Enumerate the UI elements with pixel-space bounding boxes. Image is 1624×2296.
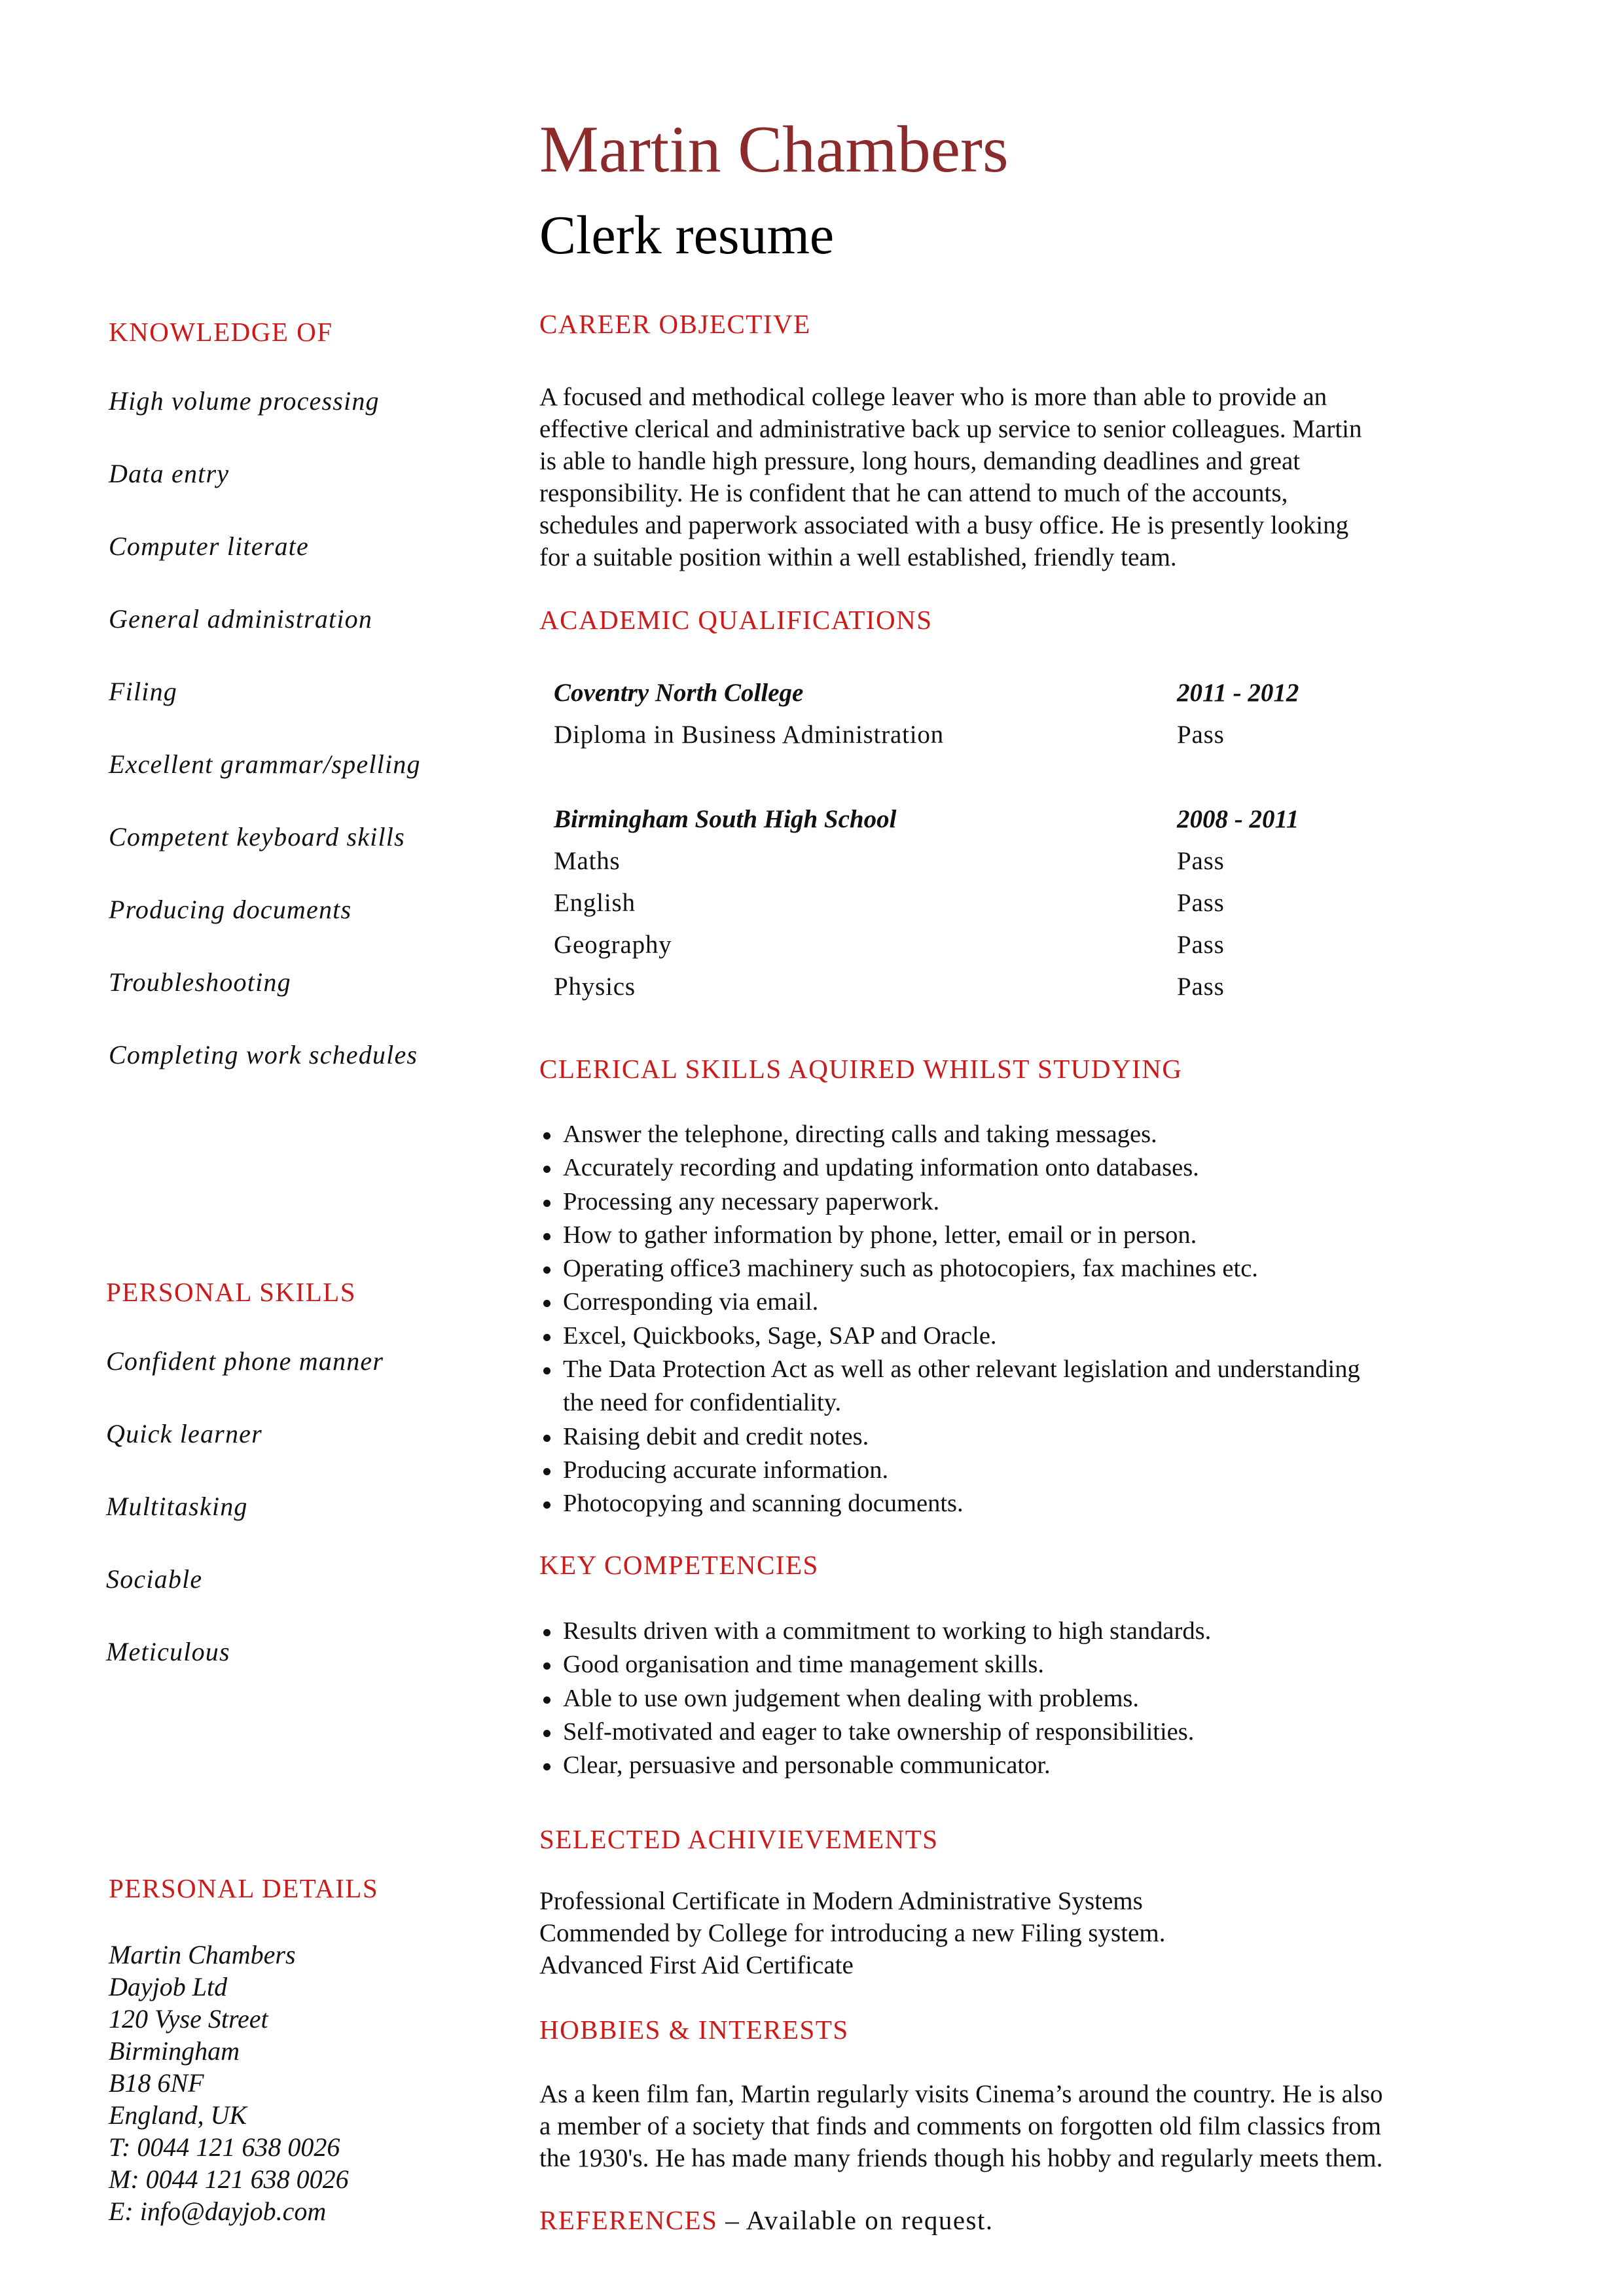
achievements-list bbox=[539, 1885, 1165, 1981]
qualification-result: Pass bbox=[1177, 847, 1225, 875]
school-years: 2008 - 2011 bbox=[1177, 805, 1299, 833]
personal-skill-item: Meticulous bbox=[106, 1637, 230, 1666]
list-item: Able to use own judgement when dealing with problems. bbox=[539, 1682, 1211, 1715]
achievement-item: Professional Certificate in Modern Administrative Systems bbox=[539, 1887, 1143, 1915]
references-text: – Available on request. bbox=[717, 2205, 994, 2235]
list-item-continuation: the need for confidentiality. bbox=[563, 1389, 842, 1417]
career-objective-line: schedules and paperwork associated with a busy office. He is presently looking bbox=[539, 511, 1349, 539]
qualification-subject: Physics bbox=[554, 973, 636, 1001]
knowledge-item: Computer literate bbox=[109, 531, 309, 561]
academic-heading: ACADEMIC QUALIFICATIONS bbox=[539, 605, 933, 635]
career-objective-line: for a suitable position within a well established, friendly team. bbox=[539, 543, 1177, 571]
list-item: Processing any necessary paperwork. bbox=[539, 1185, 1360, 1219]
list-item: Operating office3 machinery such as photocopiers, fax machines etc. bbox=[539, 1252, 1360, 1285]
list-item: Photocopying and scanning documents. bbox=[539, 1487, 1360, 1520]
hobbies-heading: HOBBIES & INTERESTS bbox=[539, 2015, 849, 2045]
knowledge-item: General administration bbox=[109, 604, 373, 634]
knowledge-item: Producing documents bbox=[109, 895, 352, 924]
knowledge-item: Troubleshooting bbox=[109, 967, 291, 997]
list-item: Raising debit and credit notes. bbox=[539, 1420, 1360, 1454]
references-heading: REFERENCES bbox=[539, 2205, 718, 2235]
knowledge-item: High volume processing bbox=[109, 386, 380, 416]
school-years: 2011 - 2012 bbox=[1177, 679, 1299, 707]
achievements-heading: SELECTED ACHIVIEVEMENTS bbox=[539, 1824, 939, 1854]
qualification-result: Pass bbox=[1177, 889, 1225, 917]
knowledge-item: Completing work schedules bbox=[109, 1040, 418, 1069]
career-objective-line: responsibility. He is confident that he can attend to much of the accounts, bbox=[539, 479, 1288, 507]
list-item: Producing accurate information. bbox=[539, 1454, 1360, 1487]
resume-name: Martin Chambers bbox=[539, 113, 1009, 187]
list-item: Results driven with a commitment to working to high standards. bbox=[539, 1615, 1211, 1648]
contact-email: E: info@dayjob.com bbox=[109, 2197, 327, 2226]
school-name: Birmingham South High School bbox=[554, 805, 897, 833]
knowledge-item: Data entry bbox=[109, 459, 230, 488]
list-item: The Data Protection Act as well as other relevant legislation and understanding bbox=[539, 1353, 1360, 1386]
list-item: Excel, Quickbooks, Sage, SAP and Oracle. bbox=[539, 1319, 1360, 1353]
references-line bbox=[539, 2207, 994, 2234]
list-item: Answer the telephone, directing calls and taking messages. bbox=[539, 1118, 1360, 1151]
personal-skills-heading: PERSONAL SKILLS bbox=[106, 1277, 357, 1307]
qualification-subject: Maths bbox=[554, 847, 621, 875]
hobbies-line: As a keen film fan, Martin regularly visits Cinema’s around the country. He is also bbox=[539, 2080, 1383, 2108]
contact-postcode: B18 6NF bbox=[109, 2068, 204, 2098]
qualification-result: Pass bbox=[1177, 721, 1225, 749]
resume-subtitle: Clerk resume bbox=[539, 205, 835, 266]
contact-mobile: M: 0044 121 638 0026 bbox=[109, 2164, 349, 2194]
personal-details-block bbox=[109, 1939, 349, 2227]
knowledge-item: Competent keyboard skills bbox=[109, 822, 405, 852]
personal-skill-item: Quick learner bbox=[106, 1419, 262, 1448]
knowledge-item: Excellent grammar/spelling bbox=[109, 749, 421, 779]
list-item: Clear, persuasive and personable communicator. bbox=[539, 1749, 1211, 1782]
key-competencies-heading: KEY COMPETENCIES bbox=[539, 1550, 819, 1580]
list-item: How to gather information by phone, letter, email or in person. bbox=[539, 1219, 1360, 1252]
contact-country: England, UK bbox=[109, 2100, 247, 2130]
career-objective-line: is able to handle high pressure, long hours, demanding deadlines and great bbox=[539, 447, 1301, 475]
contact-telephone: T: 0044 121 638 0026 bbox=[109, 2132, 340, 2162]
achievement-item: Commended by College for introducing a new Filing system. bbox=[539, 1919, 1166, 1947]
career-objective-text bbox=[539, 381, 1362, 573]
qualification-subject: English bbox=[554, 889, 636, 917]
hobbies-line: the 1930's. He has made many friends though his hobby and regularly meets them. bbox=[539, 2144, 1383, 2172]
list-item: Accurately recording and updating information onto databases. bbox=[539, 1151, 1360, 1185]
key-competencies-list bbox=[539, 1615, 1211, 1782]
clerical-skills-list bbox=[539, 1118, 1360, 1521]
personal-skill-item: Multitasking bbox=[106, 1492, 248, 1521]
school-name: Coventry North College bbox=[554, 679, 804, 707]
personal-skill-item: Sociable bbox=[106, 1564, 203, 1594]
personal-skill-item: Confident phone manner bbox=[106, 1346, 384, 1376]
qualification-subject: Diploma in Business Administration bbox=[554, 721, 944, 749]
contact-street: 120 Vyse Street bbox=[109, 2004, 268, 2034]
contact-name: Martin Chambers bbox=[109, 1940, 296, 1969]
personal-details-heading: PERSONAL DETAILS bbox=[109, 1873, 379, 1903]
qualification-result: Pass bbox=[1177, 973, 1225, 1001]
contact-city: Birmingham bbox=[109, 2036, 240, 2066]
career-objective-heading: CAREER OBJECTIVE bbox=[539, 309, 811, 339]
knowledge-item: Filing bbox=[109, 677, 177, 706]
qualification-subject: Geography bbox=[554, 931, 672, 959]
career-objective-line: A focused and methodical college leaver who is more than able to provide an bbox=[539, 383, 1327, 411]
qualification-result: Pass bbox=[1177, 931, 1225, 959]
list-item: Good organisation and time management skills. bbox=[539, 1648, 1211, 1681]
achievement-item: Advanced First Aid Certificate bbox=[539, 1951, 854, 1979]
contact-company: Dayjob Ltd bbox=[109, 1972, 228, 2001]
list-item: Corresponding via email. bbox=[539, 1285, 1360, 1319]
hobbies-text bbox=[539, 2078, 1383, 2174]
clerical-skills-heading: CLERICAL SKILLS AQUIRED WHILST STUDYING bbox=[539, 1054, 1183, 1084]
hobbies-line: a member of a society that finds and comments on forgotten old film classics from bbox=[539, 2112, 1381, 2140]
list-item: Self-motivated and eager to take ownership of responsibilities. bbox=[539, 1715, 1211, 1749]
knowledge-heading: KNOWLEDGE OF bbox=[109, 317, 333, 347]
career-objective-line: effective clerical and administrative back up service to senior colleagues. Martin bbox=[539, 415, 1362, 443]
